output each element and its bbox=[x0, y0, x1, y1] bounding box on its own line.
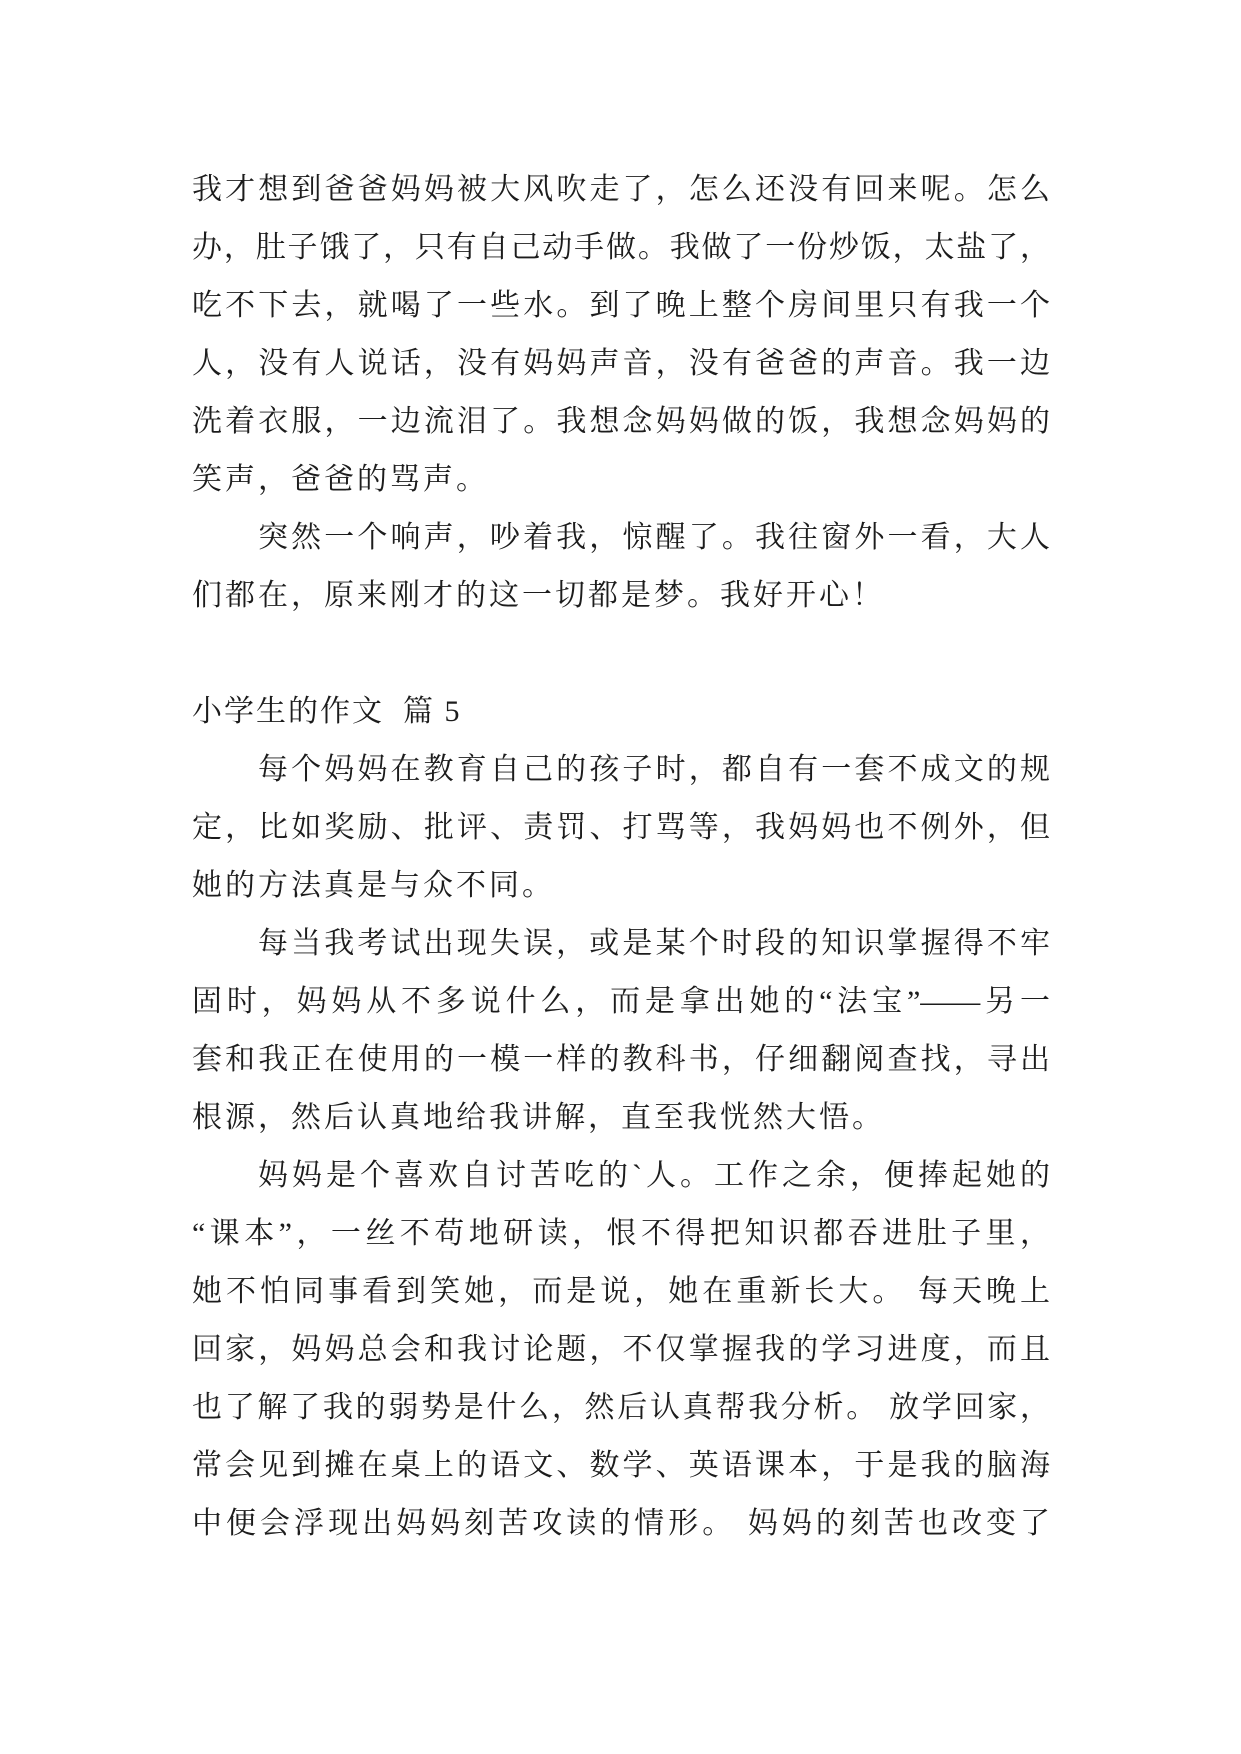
text-line: 每个妈妈在教育自己的孩子时，都自有一套不成文的规 bbox=[258, 753, 1050, 786]
text-line: 回家，妈妈总会和我讨论题，不仅掌握我的学习进度，而且 bbox=[192, 1333, 1050, 1366]
text-line: 人，没有人说话，没有妈妈声音，没有爸爸的声音。我一边 bbox=[192, 347, 1050, 380]
text-line: 我才想到爸爸妈妈被大风吹走了，怎么还没有回来呢。怎么 bbox=[192, 173, 1050, 206]
text-line: 们都在，原来刚才的这一切都是梦。我好开心！ bbox=[192, 579, 885, 612]
paragraph bbox=[192, 161, 1050, 509]
text-line: 中便会浮现出妈妈刻苦攻读的情形。 妈妈的刻苦也改变了 bbox=[192, 1507, 1050, 1540]
text-line: 套和我正在使用的一模一样的教科书，仔细翻阅查找，寻出 bbox=[192, 1043, 1050, 1076]
text-line: 办，肚子饿了，只有自己动手做。我做了一份炒饭，太盐了， bbox=[192, 231, 1050, 264]
document-body bbox=[192, 161, 1050, 1553]
paragraph bbox=[192, 915, 1050, 1147]
text-line: 她不怕同事看到笑她，而是说，她在重新长大。 每天晚上 bbox=[192, 1275, 1050, 1308]
paragraph bbox=[192, 741, 1050, 915]
text-line: 她的方法真是与众不同。 bbox=[192, 869, 555, 902]
text-line: 洗着衣服，一边流泪了。我想念妈妈做的饭，我想念妈妈的 bbox=[192, 405, 1050, 438]
text-line: 吃不下去，就喝了一些水。到了晚上整个房间里只有我一个 bbox=[192, 289, 1050, 322]
text-line: 常会见到摊在桌上的语文、数学、英语课本，于是我的脑海 bbox=[192, 1449, 1050, 1482]
paragraph bbox=[192, 1147, 1050, 1553]
text-line: 定，比如奖励、批评、责罚、打骂等，我妈妈也不例外，但 bbox=[192, 811, 1050, 844]
text-line: 根源，然后认真地给我讲解，直至我恍然大悟。 bbox=[192, 1101, 885, 1134]
text-line: 突然一个响声，吵着我，惊醒了。我往窗外一看，大人 bbox=[258, 521, 1050, 554]
blank-line bbox=[192, 625, 1050, 683]
text-line: 笑声，爸爸的骂声。 bbox=[192, 463, 489, 496]
paragraph bbox=[192, 509, 1050, 625]
text-line: 也了解了我的弱势是什么，然后认真帮我分析。 放学回家， bbox=[192, 1391, 1050, 1424]
essay-title: 小学生的作文 篇 5 bbox=[192, 695, 462, 728]
text-line: 妈妈是个喜欢自讨苦吃的`人。工作之余，便捧起她的 bbox=[258, 1159, 1050, 1192]
text-line: 每当我考试出现失误，或是某个时段的知识掌握得不牢 bbox=[258, 927, 1050, 960]
text-line: “课本”，一丝不苟地研读，恨不得把知识都吞进肚子里， bbox=[192, 1217, 1050, 1250]
text-line: 固时，妈妈从不多说什么，而是拿出她的“法宝”——另一 bbox=[192, 985, 1050, 1018]
